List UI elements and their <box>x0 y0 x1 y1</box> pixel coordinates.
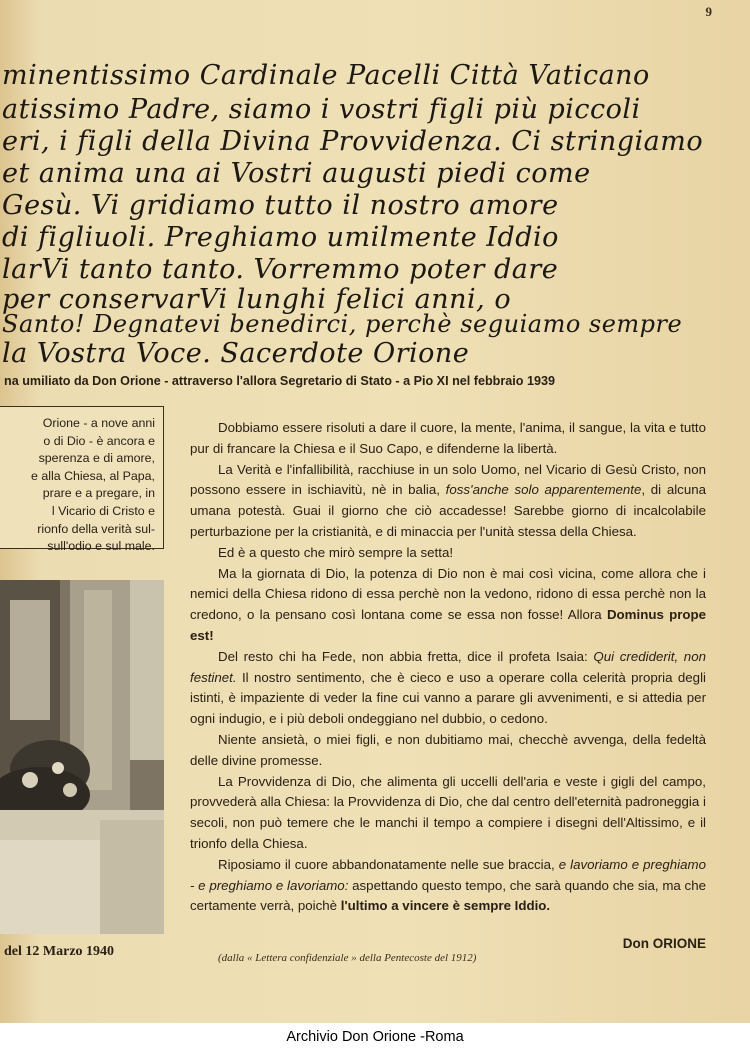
letter-caption: na umiliato da Don Orione - attraverso l'allora Segretario di Stato - a Pio XI nel febbraio 1939 <box>4 374 555 388</box>
paragraph <box>190 855 706 917</box>
paragraph <box>190 460 706 543</box>
archive-label: Archivio Don Orione -Roma <box>286 1029 464 1045</box>
paragraph: Dobbiamo essere risoluti a dare il cuore, la mente, l'anima, il sangue, la vita e tutto pur di francare la Chiesa e il Suo Capo, e difenderne la libertà. <box>190 420 706 456</box>
letter-line: Santo! Degnatevi benedirci, perchè seguiamo sempre <box>2 310 683 338</box>
paragraph-strong: Dominus prope est! <box>190 607 707 643</box>
sidebox-line: rionfo della verità sul- <box>37 521 155 536</box>
paragraph-text: Del resto chi ha Fede, non abbia fretta, dice il profeta Isaia: <box>218 648 594 664</box>
letter-line: la Vostra Voce. Sacerdote Orione <box>2 338 470 369</box>
paragraph <box>190 564 706 647</box>
letter-line: atissimo Padre, siamo i vostri figli più piccoli <box>2 94 641 125</box>
sidebox-line: sperenza e di amore, <box>38 451 155 466</box>
paragraph-text: Il nostro sentimento, che è cieco e uso a operare colla celerità propria degli istinti, è impaziente di veder la fine cui vanno a parare gli avvenimenti, e si attedia per ogni indugio, e i più deboli ondeggiano nel dubbio, o cedono. <box>190 669 706 727</box>
paragraph-text: aspettando questo tempo, che sarà quando che sia, ma che certamente verrà, poichè <box>190 877 706 914</box>
paragraph: La Provvidenza di Dio, che alimenta gli uccelli dell'aria e veste i gigli del campo, provvederà alla Chiesa: la Provvidenza di Dio, che dal centro dell'eternità padroneggia i secoli, non può temere che le manchi il tempo a compiere i disegni dell'Altissimo, e il trionfo della Chiesa. <box>190 773 706 851</box>
photo-caption: del 12 Marzo 1940 <box>4 944 115 959</box>
paragraph-strong: l'ultimo a vincere è sempre Iddio. <box>340 898 551 914</box>
signature: Don ORIONE <box>622 936 706 951</box>
letter-line: per conservarVi lunghi felici anni, o <box>2 284 512 315</box>
source-note: (dalla « Lettera confidenziale » della Pentecoste del 1912) <box>218 952 477 964</box>
sidebox-line: prare e a pregare, in <box>42 486 155 501</box>
paragraph: Ed è a questo che mirò sempre la setta! <box>218 544 454 560</box>
letter-line: eri, i figli della Divina Provvidenza. Ci stringiamo <box>2 126 704 157</box>
sidebox-line: Orione - a nove anni <box>42 416 155 430</box>
letter-line: di figliuoli. Preghiamo umilmente Iddio <box>2 222 559 253</box>
letter-line: larVi tanto tanto. Vorremmo poter dare <box>2 254 559 285</box>
paragraph <box>190 647 706 730</box>
paragraph-emphasis: e lavoriamo e preghiamo - e preghiamo e lavoriamo: <box>190 856 706 893</box>
sidebox-line: sull'odio e sul male. <box>47 539 155 554</box>
sidebox-line: o di Dio - è ancora e <box>43 433 155 448</box>
paragraph: Niente ansietà, o miei figli, e non dubitiamo mai, checchè avvenga, della fedeltà delle divine promesse. <box>190 731 706 768</box>
handwritten-letter <box>0 38 750 373</box>
article-body <box>190 418 706 917</box>
page-number: 9 <box>705 4 712 19</box>
letter-line: et anima una ai Vostri augusti piedi come <box>2 158 591 189</box>
letter-line: Gesù. Vi gridiamo tutto il nostro amore <box>2 190 559 221</box>
paragraph-text: La Verità e l'infallibilità, racchiuse in un solo Uomo, nel Vicario di Gesù Cristo, non possono essere in ischiavitù, nè in balia, <box>190 461 706 498</box>
sidebox-line: e alla Chiesa, al Papa, <box>31 468 155 483</box>
paragraph-text: , di alcuna umana potestà. Guai il giorno che ciò accadesse! Sarebbe giorno di incalcolabile perturbazione per la cristianità, e di minaccia per l'unità stessa della Chiesa. <box>190 482 707 539</box>
paragraph-text: Ma la giornata di Dio, la potenza di Dio non è mai così vicina, come allora che i nemici della Chiesa ridono di essa perchè non la vedono, ridono di essa perchè non la credono, o la pensano così lontana come se essa non fosse! Allora <box>190 565 706 623</box>
sidebar-box <box>0 406 164 554</box>
paragraph-emphasis: Qui crediderit, non festinet. <box>190 648 706 685</box>
paragraph-text: Riposiamo il cuore abbandonatamente nelle sue braccia, <box>218 856 559 872</box>
photo <box>0 580 164 934</box>
letter-line: minentissimo Cardinale Pacelli Città Vaticano <box>2 60 650 91</box>
sidebox-line: l Vicario di Cristo e <box>51 503 155 518</box>
paragraph-emphasis: foss'anche solo apparentemente <box>445 482 642 498</box>
photo-illustration <box>0 580 164 934</box>
